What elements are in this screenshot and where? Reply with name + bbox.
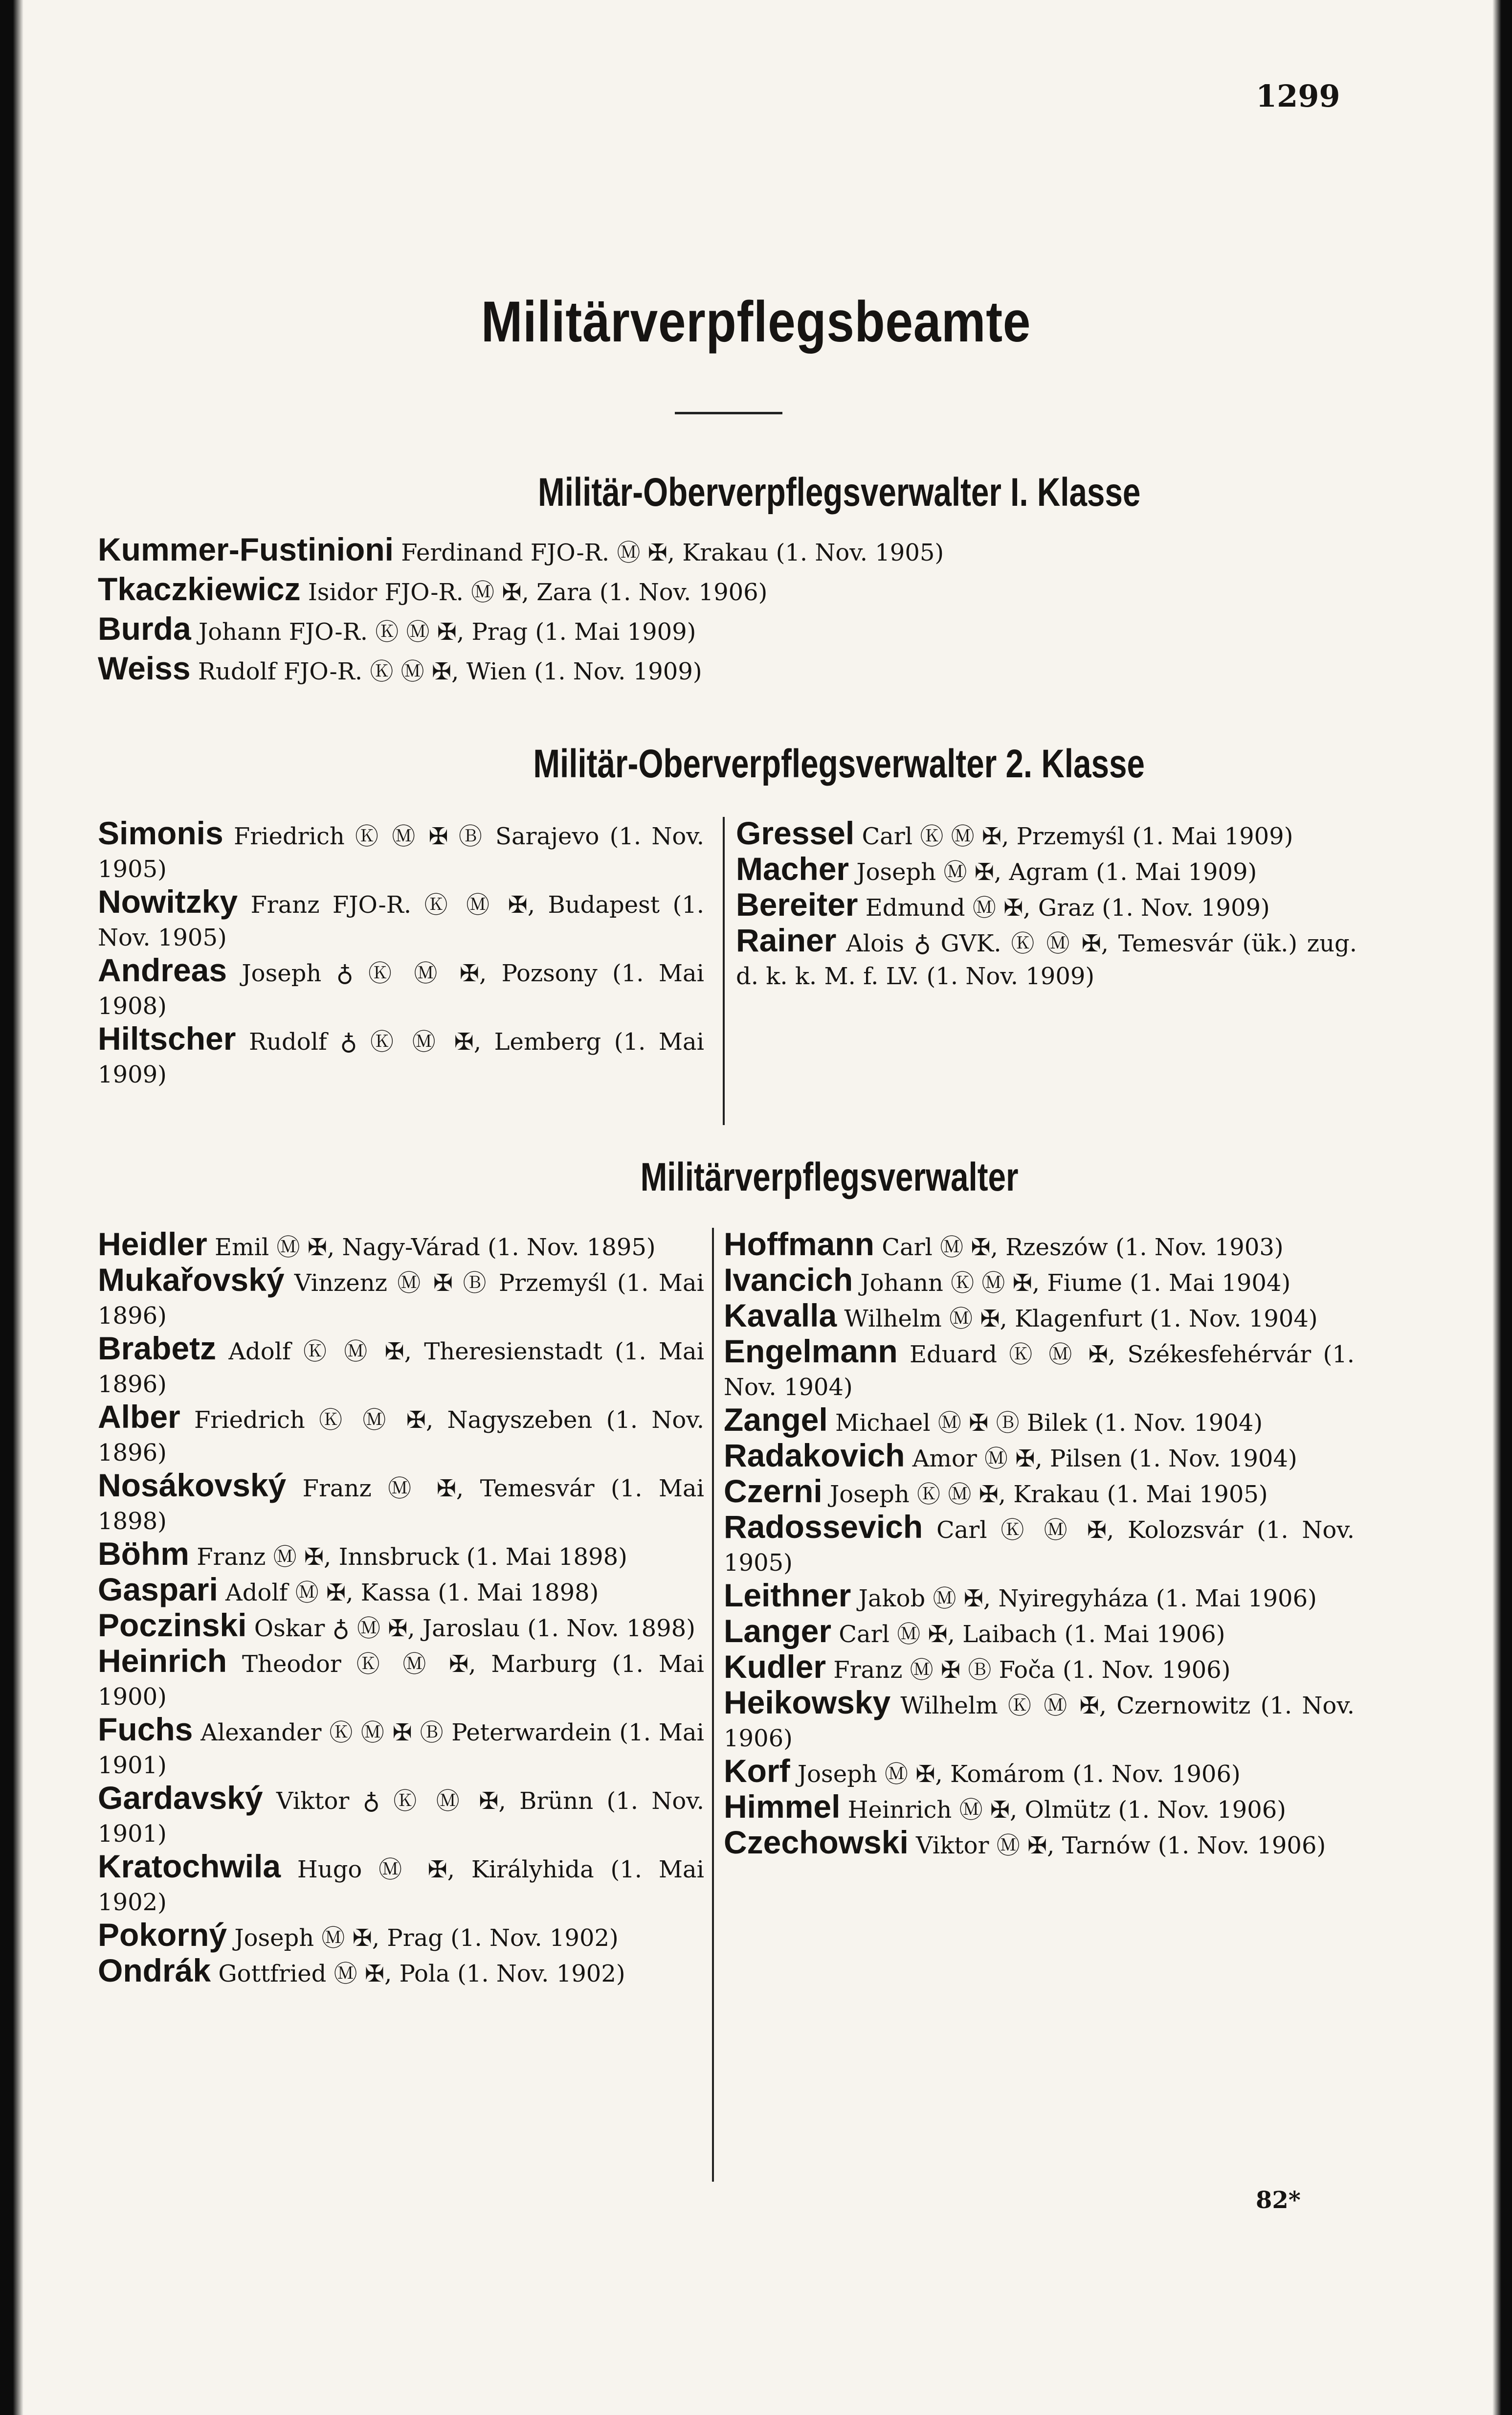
list-item xyxy=(98,1713,704,1782)
person-surname: Engelmann xyxy=(724,1333,898,1369)
section-2-left-column xyxy=(98,817,704,1091)
person-surname: Kavalla xyxy=(724,1297,837,1333)
person-details: Johann FJO-R. Ⓚ Ⓜ ✠, Prag (1. Mai 1909) xyxy=(191,618,696,646)
person-surname: Bereiter xyxy=(736,886,858,923)
person-details: Rudolf ♁ Ⓚ Ⓜ ✠, Lemberg (1. Mai 1909) xyxy=(98,1028,704,1088)
person-details: Eduard Ⓚ Ⓜ ✠, Székesfehérvár (1. Nov. 1904) xyxy=(724,1341,1355,1401)
list-item xyxy=(98,1264,704,1332)
section-3-right-column xyxy=(724,1228,1355,1862)
person-details: Viktor Ⓜ ✠, Tarnów (1. Nov. 1906) xyxy=(908,1832,1326,1859)
list-item xyxy=(98,1332,704,1400)
person-details: Oskar ♁ Ⓜ ✠, Jaroslau (1. Nov. 1898) xyxy=(246,1615,695,1642)
person-surname: Langer xyxy=(724,1613,832,1649)
person-details: Gottfried Ⓜ ✠, Pola (1. Nov. 1902) xyxy=(211,1960,625,1987)
list-item xyxy=(98,1022,704,1091)
list-item xyxy=(98,1918,704,1954)
person-surname: Böhm xyxy=(98,1535,189,1572)
person-surname: Nosákovský xyxy=(98,1467,287,1503)
person-details: Joseph Ⓜ ✠, Agram (1. Mai 1909) xyxy=(849,858,1257,886)
list-item xyxy=(724,1475,1355,1511)
person-details: Adolf Ⓜ ✠, Kassa (1. Mai 1898) xyxy=(218,1579,599,1606)
person-surname: Radossevich xyxy=(724,1509,923,1545)
person-details: Alois ♁ GVK. Ⓚ Ⓜ ✠, Temesvár (ük.) zug. d. k. k. M. f. LV. (1. Nov. 1909) xyxy=(736,930,1357,990)
list-item xyxy=(736,853,1357,888)
list-item xyxy=(98,817,704,885)
list-item xyxy=(724,1264,1355,1299)
list-item xyxy=(724,1686,1355,1755)
person-surname: Gaspari xyxy=(98,1571,218,1607)
person-details: Johann Ⓚ Ⓜ ✠, Fiume (1. Mai 1904) xyxy=(853,1269,1291,1297)
person-details: Viktor ♁ Ⓚ Ⓜ ✠, Brünn (1. Nov. 1901) xyxy=(98,1787,704,1848)
column-divider xyxy=(723,817,725,1125)
person-details: Hugo Ⓜ ✠, Királyhida (1. Mai 1902) xyxy=(98,1856,704,1916)
person-details: Carl Ⓚ Ⓜ ✠, Przemyśl (1. Mai 1909) xyxy=(854,823,1293,850)
person-surname: Leithner xyxy=(724,1577,851,1613)
person-surname: Burda xyxy=(98,610,191,647)
list-item xyxy=(98,885,704,954)
list-item xyxy=(724,1511,1355,1579)
list-item xyxy=(724,1439,1355,1475)
person-surname: Hoffmann xyxy=(724,1226,874,1262)
person-surname: Heikowsky xyxy=(724,1684,891,1720)
person-details: Emil Ⓜ ✠, Nagy-Várad (1. Nov. 1895) xyxy=(207,1234,656,1261)
person-details: Rudolf FJO-R. Ⓚ Ⓜ ✠, Wien (1. Nov. 1909) xyxy=(190,658,702,685)
page-title: Militärverpflegsbeamte xyxy=(481,290,1031,354)
list-item xyxy=(724,1403,1355,1439)
person-surname: Alber xyxy=(98,1399,180,1435)
list-item xyxy=(736,924,1357,993)
person-details: Friedrich Ⓚ Ⓜ ✠, Nagyszeben (1. Nov. 1896) xyxy=(98,1406,704,1467)
list-item xyxy=(724,1790,1355,1826)
list-item xyxy=(98,1609,704,1645)
person-details: Edmund Ⓜ ✠, Graz (1. Nov. 1909) xyxy=(858,894,1270,922)
column-divider xyxy=(712,1228,714,2182)
section-heading-1: Militär-Oberverpflegsverwalter I. Klasse xyxy=(537,470,1141,515)
section-3-left-column xyxy=(98,1228,704,1990)
person-details: Wilhelm Ⓜ ✠, Klagenfurt (1. Nov. 1904) xyxy=(837,1305,1318,1332)
person-details: Adolf Ⓚ Ⓜ ✠, Theresienstadt (1. Mai 1896) xyxy=(98,1338,704,1398)
person-surname: Rainer xyxy=(736,922,837,958)
person-details: Amor Ⓜ ✠, Pilsen (1. Nov. 1904) xyxy=(905,1445,1297,1472)
person-surname: Ivancich xyxy=(724,1262,853,1298)
person-surname: Zangel xyxy=(724,1401,828,1438)
person-details: Joseph Ⓚ Ⓜ ✠, Krakau (1. Mai 1905) xyxy=(822,1481,1268,1508)
list-item xyxy=(98,1573,704,1609)
person-details: Joseph Ⓜ ✠, Prag (1. Nov. 1902) xyxy=(227,1924,619,1952)
person-details: Carl Ⓜ ✠, Rzeszów (1. Nov. 1903) xyxy=(874,1234,1284,1261)
person-details: Franz FJO-R. Ⓚ Ⓜ ✠, Budapest (1. Nov. 1905) xyxy=(98,891,704,951)
list-item xyxy=(736,817,1357,853)
list-item xyxy=(98,1954,704,1990)
person-details: Franz Ⓜ ✠ Ⓑ Foča (1. Nov. 1906) xyxy=(826,1656,1231,1684)
person-surname: Mukařovský xyxy=(98,1262,285,1298)
person-surname: Ondrák xyxy=(98,1952,211,1988)
person-details: Heinrich Ⓜ ✠, Olmütz (1. Nov. 1906) xyxy=(840,1796,1287,1824)
list-item xyxy=(98,1537,704,1573)
person-details: Michael Ⓜ ✠ Ⓑ Bilek (1. Nov. 1904) xyxy=(827,1409,1263,1437)
signature-mark: 82* xyxy=(1256,2187,1301,2214)
page-number: 1299 xyxy=(1256,78,1340,114)
person-surname: Tkaczkiewicz xyxy=(98,571,301,607)
section-heading-3: Militärverpflegsverwalter xyxy=(640,1155,1019,1199)
person-details: Jakob Ⓜ ✠, Nyiregyháza (1. Mai 1906) xyxy=(851,1585,1317,1612)
person-surname: Gressel xyxy=(736,815,855,851)
list-item xyxy=(98,1469,704,1537)
person-surname: Weiss xyxy=(98,650,191,686)
person-surname: Poczinski xyxy=(98,1607,247,1643)
person-surname: Korf xyxy=(724,1753,790,1789)
person-surname: Heinrich xyxy=(98,1643,227,1679)
person-surname: Radakovich xyxy=(724,1437,905,1473)
section-2-right-column xyxy=(736,817,1357,993)
person-surname: Simonis xyxy=(98,815,223,851)
person-surname: Andreas xyxy=(98,952,227,988)
scan-edge-right xyxy=(1492,0,1512,2415)
list-item xyxy=(736,888,1357,924)
list-item xyxy=(724,1650,1355,1686)
list-item xyxy=(724,1335,1355,1403)
person-surname: Hiltscher xyxy=(98,1020,236,1057)
list-item xyxy=(724,1826,1355,1862)
list-item xyxy=(98,954,704,1022)
list-item xyxy=(724,1299,1355,1335)
person-details: Franz Ⓜ ✠, Innsbruck (1. Mai 1898) xyxy=(189,1543,627,1571)
person-details: Vinzenz Ⓜ ✠ Ⓑ Przemyśl (1. Mai 1896) xyxy=(98,1269,704,1330)
list-item xyxy=(98,573,1320,609)
person-surname: Kummer-Fustinioni xyxy=(98,531,394,567)
person-surname: Kratochwila xyxy=(98,1848,281,1884)
title-divider xyxy=(675,412,782,414)
section-heading-2: Militär-Oberverpflegsverwalter 2. Klasse xyxy=(533,742,1145,786)
list-item xyxy=(724,1228,1355,1264)
person-surname: Nowitzky xyxy=(98,883,238,920)
person-details: Wilhelm Ⓚ Ⓜ ✠, Czernowitz (1. Nov. 1906) xyxy=(724,1692,1355,1752)
list-item xyxy=(98,612,1320,648)
person-surname: Pokorný xyxy=(98,1917,227,1953)
person-surname: Heidler xyxy=(98,1226,207,1262)
person-surname: Fuchs xyxy=(98,1711,193,1747)
list-item xyxy=(98,652,1320,688)
person-details: Franz Ⓜ ✠, Temesvár (1. Mai 1898) xyxy=(98,1475,704,1535)
list-item xyxy=(98,533,1320,569)
person-details: Friedrich Ⓚ Ⓜ ✠ Ⓑ Sarajevo (1. Nov. 1905) xyxy=(98,823,704,883)
person-details: Carl Ⓜ ✠, Laibach (1. Mai 1906) xyxy=(831,1621,1225,1648)
list-item xyxy=(98,1400,704,1469)
person-details: Carl Ⓚ Ⓜ ✠, Kolozsvár (1. Nov. 1905) xyxy=(724,1516,1355,1577)
person-surname: Gardavský xyxy=(98,1780,263,1816)
person-details: Theodor Ⓚ Ⓜ ✠, Marburg (1. Mai 1900) xyxy=(98,1650,704,1711)
list-item xyxy=(98,1782,704,1850)
person-details: Isidor FJO-R. Ⓜ ✠, Zara (1. Nov. 1906) xyxy=(300,579,768,606)
list-item xyxy=(98,1228,704,1264)
person-surname: Brabetz xyxy=(98,1330,217,1366)
list-item xyxy=(724,1615,1355,1650)
section-1-list xyxy=(98,533,1320,692)
person-details: Alexander Ⓚ Ⓜ ✠ Ⓑ Peterwardein (1. Mai 1901) xyxy=(98,1719,704,1779)
list-item xyxy=(724,1755,1355,1790)
list-item xyxy=(724,1579,1355,1615)
person-details: Joseph Ⓜ ✠, Komárom (1. Nov. 1906) xyxy=(790,1760,1241,1788)
person-surname: Czechowski xyxy=(724,1824,909,1860)
scan-edge-left xyxy=(0,0,23,2415)
list-item xyxy=(98,1850,704,1918)
person-surname: Macher xyxy=(736,851,849,887)
person-details: Ferdinand FJO-R. Ⓜ ✠, Krakau (1. Nov. 1905) xyxy=(394,539,944,566)
person-surname: Kudler xyxy=(724,1648,826,1685)
person-surname: Czerni xyxy=(724,1473,823,1509)
person-details: Joseph ♁ Ⓚ Ⓜ ✠, Pozsony (1. Mai 1908) xyxy=(98,960,704,1020)
list-item xyxy=(98,1645,704,1713)
person-surname: Himmel xyxy=(724,1788,841,1825)
